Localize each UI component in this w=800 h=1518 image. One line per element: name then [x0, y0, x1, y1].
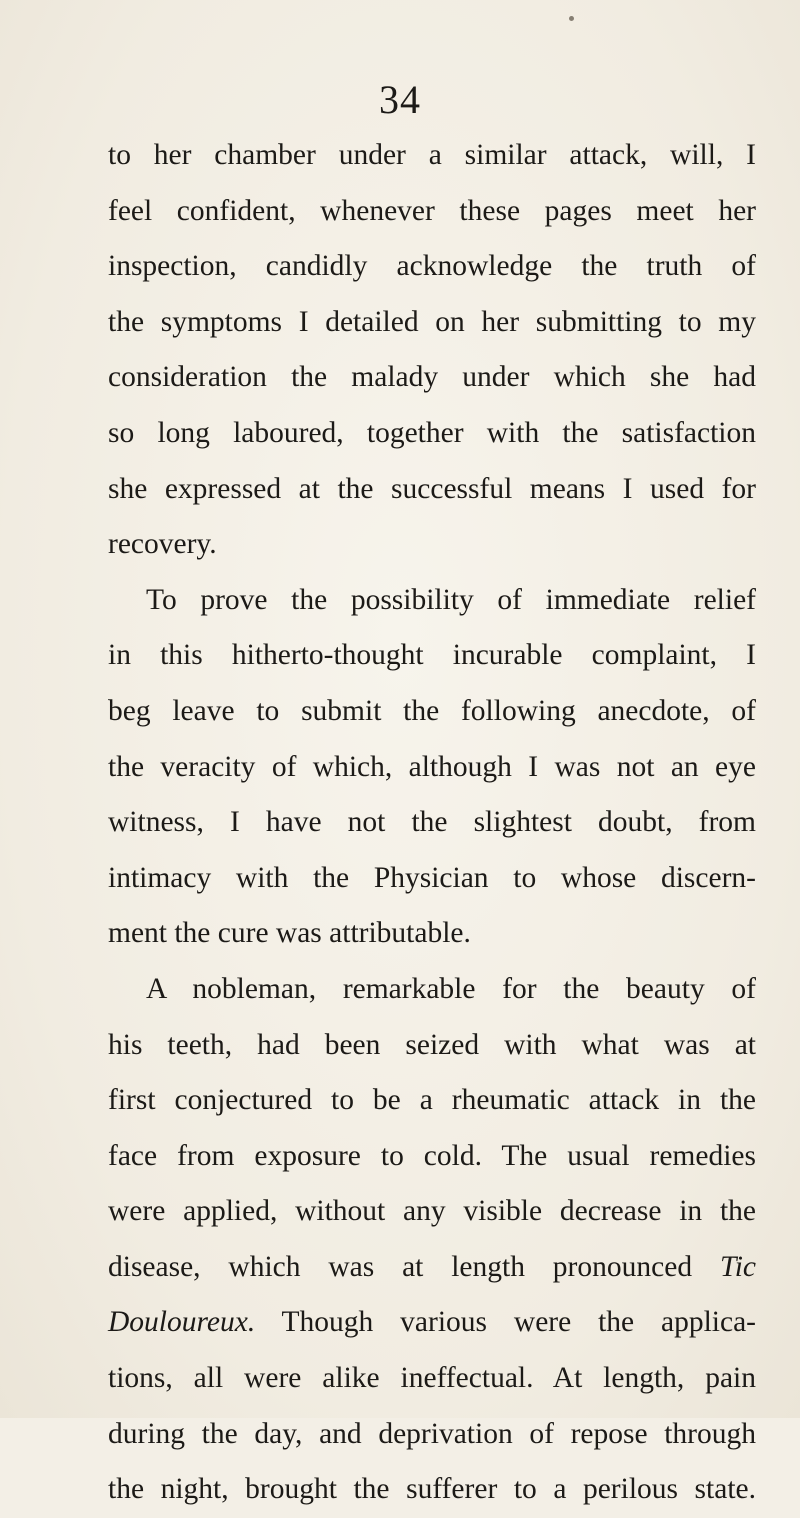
text-line [108, 1240, 756, 1296]
text-line: tions, all were alike ineffectual. At length, pain [108, 1362, 756, 1395]
text-line: the veracity of which, although I was not an eye [108, 750, 756, 783]
text-line: face from exposure to cold. The usual remedies [108, 1139, 756, 1172]
text-line: in this hitherto-thought incurable complaint, I [108, 639, 756, 672]
text-line: beg leave to submit the following anecdote, of [108, 694, 756, 727]
text-line: so long laboured, together with the satisfaction [108, 416, 756, 449]
text-line: ment the cure was attributable. [108, 917, 471, 950]
text-segment: Though various were the applica- [255, 1306, 756, 1339]
italic-term: Tic [719, 1250, 757, 1283]
text-line: consideration the malady under which she had [108, 361, 756, 394]
text-line: A nobleman, remarkable for the beauty of [146, 972, 756, 1005]
text-line: inspection, candidly acknowledge the truth of [108, 250, 756, 283]
text-line: to her chamber under a similar attack, will, I [108, 139, 756, 171]
text-line: the symptoms I detailed on her submitting to my [108, 305, 756, 338]
text-line [108, 1295, 756, 1351]
text-line: feel confident, whenever these pages meet her [108, 194, 756, 227]
text-line: witness, I have not the slightest doubt, from [108, 806, 756, 839]
text-line: intimacy with the Physician to whose discern- [108, 861, 756, 894]
text-line: his teeth, had been seized with what was at [108, 1028, 756, 1061]
text-line: recovery. [108, 528, 217, 561]
text-line: first conjectured to be a rheumatic attack in the [108, 1084, 756, 1117]
body-text [108, 128, 756, 1518]
italic-term: Douloureux. [108, 1306, 256, 1339]
page-number: 34 [379, 77, 421, 122]
text-line: To prove the possibility of immediate relief [146, 583, 756, 616]
paper-speck [569, 16, 574, 21]
text-segment: disease, which was at length pronounced [108, 1250, 693, 1283]
text-line: during the day, and deprivation of repose through [108, 1417, 756, 1450]
text-line: she expressed at the successful means I used for [108, 472, 756, 505]
text-line: the night, brought the sufferer to a perilous state. [108, 1473, 756, 1506]
text-line: were applied, without any visible decrease in the [108, 1195, 756, 1228]
